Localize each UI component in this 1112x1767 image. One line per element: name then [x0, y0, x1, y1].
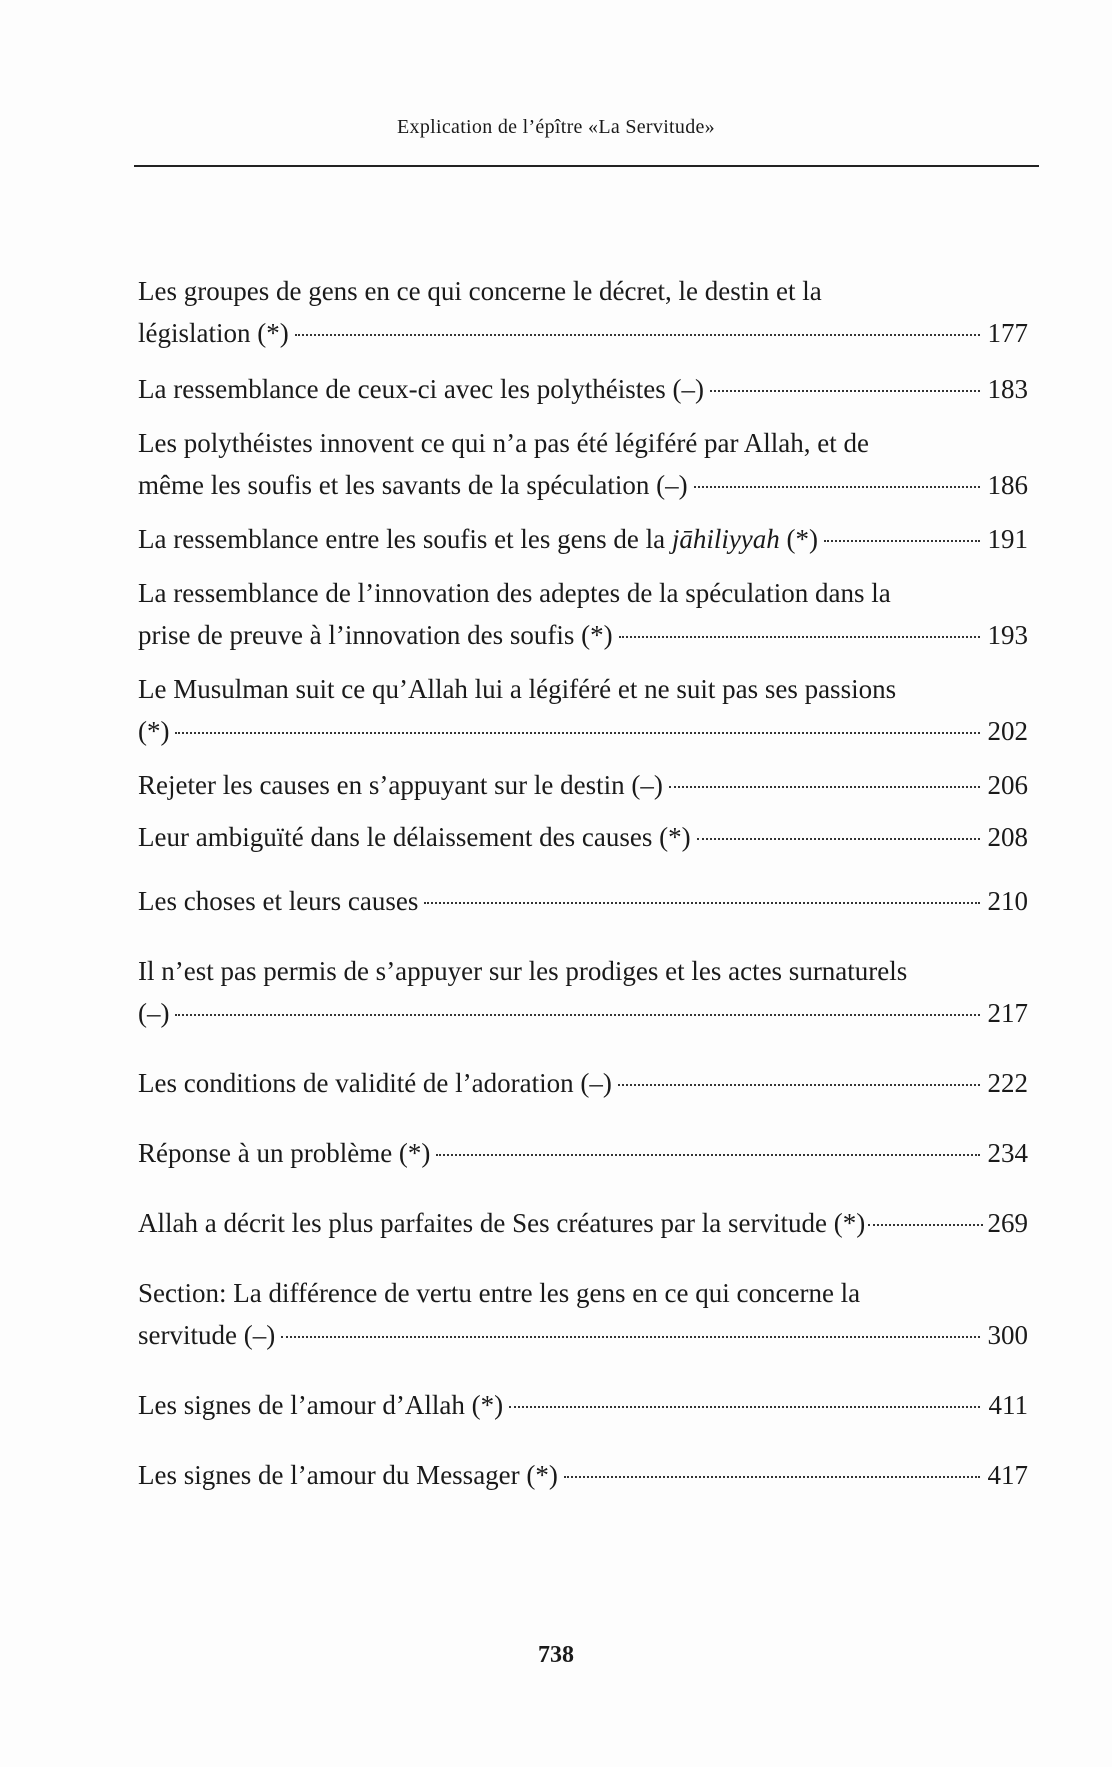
dot-leader [868, 1224, 983, 1226]
toc-entry-last-line [138, 312, 1028, 354]
toc-entry [138, 1272, 1028, 1356]
dot-leader [424, 902, 980, 904]
toc-page-number: 417 [987, 1460, 1028, 1490]
toc-entry-last-line [138, 1202, 1028, 1244]
dot-leader [824, 540, 980, 542]
toc-entry-last-line [138, 764, 1028, 806]
toc-entry [138, 1202, 1028, 1244]
dot-leader [175, 732, 980, 734]
toc-entry-text: Leur ambiguïté dans le délaissement des causes (*) [138, 822, 691, 852]
toc-entry-last-line [138, 1062, 1028, 1104]
toc-entry-last-line [138, 368, 1028, 410]
toc-entry-last-line [138, 1314, 1028, 1356]
toc-entry [138, 422, 1028, 506]
toc-page-number: 411 [988, 1390, 1028, 1420]
toc-entry-last-line [138, 614, 1028, 656]
toc-entry [138, 518, 1028, 560]
toc-entry-last-line [138, 816, 1028, 858]
toc-page-number: 269 [987, 1208, 1028, 1238]
toc-entry-text: Les choses et leurs causes [138, 886, 419, 916]
toc-page-number: 183 [987, 374, 1028, 404]
page-number: 738 [538, 1642, 574, 1668]
toc-entry-text: La ressemblance de l’innovation des adeptes de la spéculation dans la [138, 578, 891, 608]
toc-entry-text: (*) [138, 716, 170, 746]
toc-entry-text: (–) [138, 998, 170, 1028]
dot-leader [669, 786, 980, 788]
toc-page-number: 222 [987, 1068, 1028, 1098]
dot-leader [564, 1476, 980, 1478]
toc-entry [138, 572, 1028, 656]
toc-entry-text: prise de preuve à l’innovation des soufis (*) [138, 620, 613, 650]
toc-entry-last-line [138, 464, 1028, 506]
toc-entry [138, 880, 1028, 922]
dot-leader [697, 838, 980, 840]
toc-page-number: 193 [987, 620, 1028, 650]
toc-entry-text: Section: La différence de vertu entre les gens en ce qui concerne la [138, 1278, 861, 1308]
toc-entry-last-line [138, 880, 1028, 922]
toc-entry-text: La ressemblance de ceux-ci avec les polythéistes (–) [138, 374, 704, 404]
dot-leader [436, 1154, 980, 1156]
toc-entry-text: Les signes de l’amour du Messager (*) [138, 1460, 558, 1490]
toc-page-number: 206 [987, 770, 1028, 800]
dot-leader [619, 636, 980, 638]
toc-entry-text: Il n’est pas permis de s’appuyer sur les prodiges et les actes surnaturels [138, 956, 908, 986]
toc-entry [138, 1132, 1028, 1174]
toc-entry-text: même les soufis et les savants de la spéculation (–) [138, 470, 688, 500]
toc-page-number: 210 [987, 886, 1028, 916]
toc-entry-text [138, 518, 818, 560]
toc-entry [138, 1384, 1028, 1426]
toc-entry-text: servitude (–) [138, 1320, 276, 1350]
toc-entry-text: Les signes de l’amour d’Allah (*) [138, 1390, 504, 1420]
header-rule [134, 165, 1039, 167]
dot-leader [694, 486, 980, 488]
table-of-contents [138, 270, 1028, 1512]
toc-entry-text: Rejeter les causes en s’appuyant sur le destin (–) [138, 770, 663, 800]
toc-entry-text: Réponse à un problème (*) [138, 1138, 431, 1168]
dot-leader [618, 1084, 980, 1086]
toc-page-number: 186 [987, 470, 1028, 500]
toc-entry-text: Allah a décrit les plus parfaites de Ses créatures par la servitude (*) [138, 1208, 866, 1238]
toc-entry-italic-term: jāhiliyyah [671, 524, 780, 554]
toc-entry-last-line [138, 992, 1028, 1034]
toc-entry [138, 368, 1028, 410]
toc-entry [138, 668, 1028, 752]
dot-leader [175, 1014, 980, 1016]
toc-entry [138, 1454, 1028, 1496]
toc-entry-text: Les groupes de gens en ce qui concerne le décret, le destin et la [138, 276, 822, 306]
dot-leader [281, 1336, 980, 1338]
toc-entry [138, 270, 1028, 354]
toc-page-number: 234 [987, 1138, 1028, 1168]
toc-entry [138, 764, 1028, 806]
toc-entry-text: Les conditions de validité de l’adoration (–) [138, 1068, 612, 1098]
dot-leader [295, 334, 980, 336]
toc-entry-text: Les polythéistes innovent ce qui n’a pas été légiféré par Allah, et de [138, 428, 869, 458]
toc-page-number: 300 [987, 1320, 1028, 1350]
toc-page-number: 191 [987, 524, 1028, 554]
toc-entry-text: Le Musulman suit ce qu’Allah lui a légiféré et ne suit pas ses passions [138, 674, 897, 704]
toc-entry-text: législation (*) [138, 318, 289, 348]
running-head: Explication de l’épître «La Servitude» [397, 116, 715, 138]
toc-page-number: 217 [987, 998, 1028, 1028]
toc-entry-text-part: (*) [779, 524, 819, 554]
toc-entry [138, 816, 1028, 858]
toc-entry-last-line [138, 1384, 1028, 1426]
toc-entry [138, 1062, 1028, 1104]
toc-entry-last-line [138, 1454, 1028, 1496]
toc-entry-last-line [138, 710, 1028, 752]
toc-page-number: 208 [987, 822, 1028, 852]
toc-entry [138, 950, 1028, 1034]
dot-leader [710, 390, 980, 392]
toc-entry-last-line [138, 1132, 1028, 1174]
toc-page-number: 202 [987, 716, 1028, 746]
toc-entry-text-part: La ressemblance entre les soufis et les gens de la [138, 524, 672, 554]
dot-leader [509, 1406, 980, 1408]
toc-page-number: 177 [987, 318, 1028, 348]
toc-entry-last-line [138, 518, 1028, 560]
